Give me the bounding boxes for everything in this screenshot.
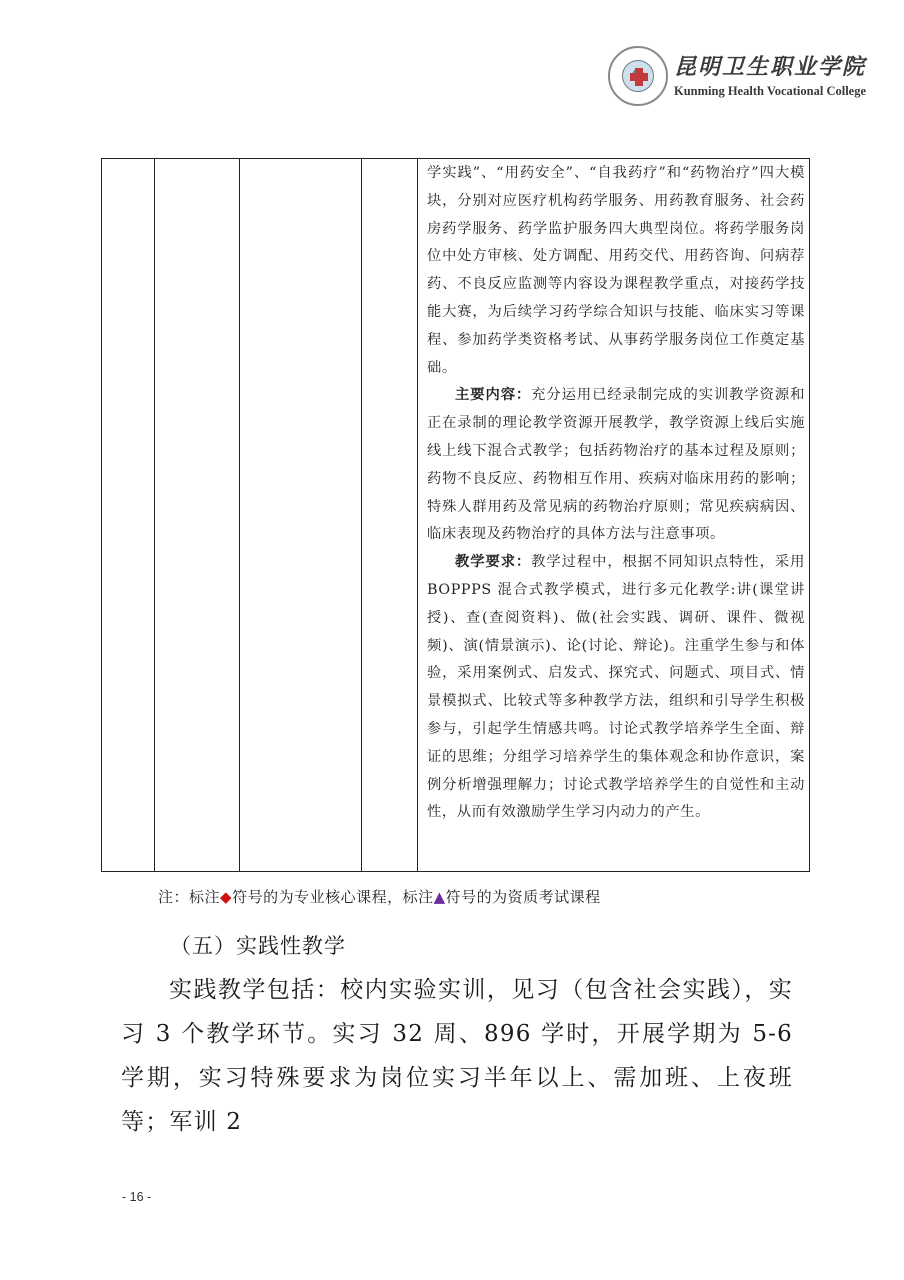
- page-number: - 16 -: [122, 1190, 152, 1204]
- table-col-divider: [101, 158, 102, 872]
- table-top-border: [101, 158, 810, 159]
- table-col-divider: [809, 158, 810, 872]
- college-seal-icon: [608, 46, 668, 106]
- section-title: （五）实践性教学: [170, 934, 346, 958]
- table-col-divider: [361, 158, 362, 872]
- college-name-en: Kunming Health Vocational College: [674, 84, 867, 98]
- table-col-divider: [417, 158, 418, 872]
- table-col-divider: [239, 158, 240, 872]
- college-name-cn: 昆明卫生职业学院: [674, 54, 867, 80]
- section-body: [121, 968, 793, 1144]
- triangle-icon: ▲: [433, 888, 446, 906]
- note-suffix: 符号的为资质考试课程: [445, 888, 601, 906]
- paragraph-text: 充分运用已经录制完成的实训教学资源和正在录制的理论教学资源开展教学，教学资源上线后实施线上线下混合式教学；包括药物治疗的基本过程及原则；药物不良反应、药物相互作用、疾病对临床用药的影响；特殊人群用药及常见病的药物治疗原则；常见疾病病因、临床表现及药物治疗的具体方法与注意事项。: [427, 387, 806, 543]
- table-note: [158, 886, 601, 907]
- paragraph-heading: 教学要求：: [455, 554, 532, 571]
- note-middle: 符号的为专业核心课程，标注: [232, 888, 434, 906]
- body-paragraph: 实践教学包括：校内实验实训，见习（包含社会实践），实习 3 个教学环节。实习 32 周、896 学时，开展学期为 5-6 学期，实习特殊要求为岗位实习半年以上、需加班、上夜班等；军训 2: [121, 977, 793, 1135]
- note-prefix: 注：标注: [158, 888, 221, 906]
- teaching-requirements-paragraph: [427, 549, 805, 827]
- main-content-paragraph: [427, 382, 805, 549]
- table-bottom-border: [101, 871, 810, 872]
- description-paragraph: [427, 160, 805, 382]
- course-table: [101, 158, 810, 872]
- paragraph-text: 学实践”、“用药安全”、“自我药疗”和“药物治疗”四大模块，分别对应医疗机构药学服务、用药教育服务、社会药房药学服务、药学监护服务四大典型岗位。将药学服务岗位中处方审核、处方调配、用药交代、用药咨询、问病荐药、不良反应监测等内容设为课程教学重点，对接药学技能大赛，为后续学习药学综合知识与技能、临床实习等课程、参加药学类资格考试、从事药学服务岗位工作奠定基础。: [427, 165, 805, 376]
- diamond-icon: ◆: [220, 888, 233, 906]
- course-description-cell: [427, 160, 805, 827]
- paragraph-text: 教学过程中，根据不同知识点特性，采用 BOPPPS 混合式教学模式，进行多元化教学:讲(课堂讲授)、查(查阅资料)、做(社会实践、调研、课件、微视频)、演(情景演示)、论(讨论、辩论)。注重学生参与和体验，采用案例式、启发式、探究式、问题式、项目式、情景模拟式、比较式等多种教学方法，组织和引导学生积极参与，引起学生情感共鸣。讨论式教学培养学生全面、辩证的思维；分组学习培养学生的集体观念和协作意识，案例分析增强理解力；讨论式教学培养学生的自觉性和主动性，从而有效激励学生学习内动力的产生。: [427, 554, 806, 821]
- college-logo: [608, 46, 870, 108]
- table-col-divider: [154, 158, 155, 872]
- paragraph-heading: 主要内容：: [455, 387, 532, 404]
